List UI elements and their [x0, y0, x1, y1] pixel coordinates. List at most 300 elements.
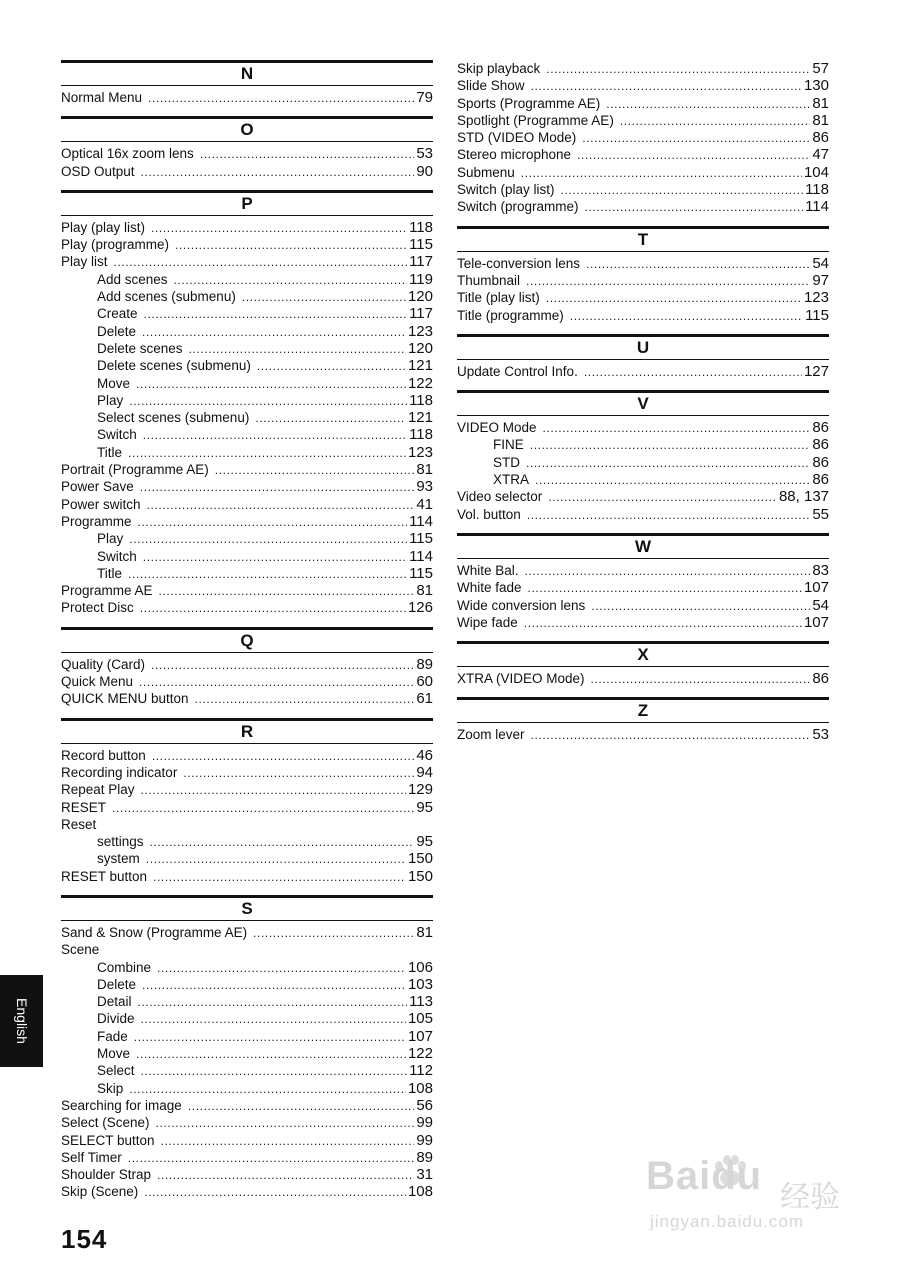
entry-label: Spotlight (Programme AE)	[457, 112, 614, 128]
index-entry	[457, 670, 829, 687]
section-letter: R	[61, 718, 433, 744]
dot-leader	[548, 489, 777, 506]
entry-page-ref: 104	[803, 163, 829, 181]
entry-label: Thumbnail	[457, 272, 521, 288]
entry-page-ref: 126	[407, 599, 433, 617]
entry-page-ref: 53	[416, 145, 433, 163]
entry-label: system	[97, 851, 140, 867]
entry-label: Power Save	[61, 479, 134, 495]
index-subentry	[61, 392, 433, 409]
entry-label: Wipe fade	[457, 614, 518, 630]
entry-page-ref: 114	[409, 512, 433, 530]
dot-leader	[585, 199, 804, 216]
dot-leader	[134, 1029, 406, 1046]
index-entry	[61, 656, 433, 673]
index-subentry	[61, 548, 433, 565]
entry-label: Play (play list)	[61, 219, 146, 235]
index-entry	[457, 112, 829, 129]
entry-label: Delete	[97, 323, 137, 339]
entry-page-ref: 93	[416, 478, 433, 496]
dot-leader	[530, 437, 811, 454]
entry-label: Record button	[61, 747, 146, 763]
index-section-t	[457, 226, 829, 324]
section-letter: V	[457, 390, 829, 416]
entry-label: Play	[97, 392, 124, 408]
index-subentry	[457, 454, 829, 471]
index-section-v	[457, 390, 829, 523]
index-entry	[61, 89, 433, 106]
entry-page-ref: 89	[416, 655, 433, 673]
index-subentry	[61, 1010, 433, 1027]
dot-leader	[138, 514, 408, 531]
dot-leader	[582, 130, 810, 147]
entry-page-ref: 99	[416, 1131, 433, 1149]
index-column-right	[457, 60, 829, 754]
entry-page-ref: 114	[409, 547, 433, 565]
entry-label: Sand & Snow (Programme AE)	[61, 924, 248, 940]
dot-leader	[141, 164, 415, 181]
entry-page-ref: 118	[409, 426, 433, 444]
dot-leader	[253, 925, 414, 942]
index-entry	[457, 597, 829, 614]
entry-label: Portrait (Programme AE)	[61, 462, 209, 478]
index-subentry	[61, 271, 433, 288]
entry-label: Add scenes (submenu)	[97, 289, 236, 305]
watermark-logo: Baidu	[646, 1154, 763, 1198]
entry-page-ref: 46	[416, 746, 433, 764]
entry-page-ref: 150	[407, 850, 433, 868]
dot-leader	[114, 254, 408, 271]
index-entry	[457, 726, 829, 743]
dot-leader	[150, 834, 415, 851]
entry-page-ref: 121	[407, 409, 433, 427]
entry-page-ref: 41	[416, 495, 433, 513]
entry-label: Switch (play list)	[457, 182, 555, 198]
index-entry	[61, 941, 433, 958]
dot-leader	[255, 410, 406, 427]
dot-leader	[531, 727, 811, 744]
index-entry	[457, 164, 829, 181]
entry-page-ref: 115	[409, 564, 433, 582]
dot-leader	[144, 1184, 406, 1201]
index-subentry	[61, 1080, 433, 1097]
entry-page-ref: 86	[812, 436, 829, 454]
dot-leader	[142, 977, 406, 994]
entry-page-ref: 150	[407, 867, 433, 885]
entry-label: Delete scenes	[97, 340, 183, 356]
index-entry	[61, 781, 433, 798]
dot-leader	[242, 289, 406, 306]
index-section-p	[61, 190, 433, 617]
index-entry	[457, 146, 829, 163]
index-entry	[457, 60, 829, 77]
entry-label: Skip playback	[457, 61, 541, 76]
dot-leader	[174, 272, 408, 289]
index-subentry	[61, 288, 433, 305]
index-subentry	[61, 565, 433, 582]
index-entry	[61, 461, 433, 478]
entry-page-ref: 54	[812, 596, 829, 614]
dot-leader	[620, 113, 811, 130]
section-letter: N	[61, 60, 433, 86]
entry-label: Fade	[97, 1028, 128, 1044]
dot-leader	[586, 256, 810, 273]
dot-leader	[112, 800, 414, 817]
dot-leader	[524, 615, 802, 632]
index-entry	[61, 924, 433, 941]
index-entry	[61, 582, 433, 599]
entry-page-ref: 117	[409, 305, 433, 323]
entry-label: Delete	[97, 976, 137, 992]
dot-leader	[152, 748, 415, 765]
entry-page-ref: 56	[416, 1096, 433, 1114]
entry-label: Tele-conversion lens	[457, 255, 581, 271]
index-entry	[61, 1132, 433, 1149]
entry-page-ref: 119	[409, 270, 433, 288]
entry-label: Create	[97, 306, 138, 322]
entry-label: Detail	[97, 994, 132, 1010]
index-subentry	[457, 471, 829, 488]
entry-page-ref: 107	[803, 613, 829, 631]
entry-page-ref: 89	[416, 1148, 433, 1166]
dot-leader	[139, 674, 414, 691]
watermark-cn: 经验	[780, 1181, 840, 1214]
dot-leader	[257, 358, 406, 375]
index-entry	[457, 363, 829, 380]
index-subentry	[61, 1062, 433, 1079]
dot-leader	[140, 479, 415, 496]
language-side-tab	[0, 975, 43, 1067]
index-subentry	[61, 1045, 433, 1062]
entry-page-ref: 123	[803, 289, 829, 307]
entry-page-ref: 130	[803, 77, 829, 95]
entry-page-ref: 108	[407, 1183, 433, 1201]
entry-label: Wide conversion lens	[457, 597, 586, 613]
section-letter: P	[61, 190, 433, 216]
index-subentry	[61, 850, 433, 867]
index-subentry	[61, 959, 433, 976]
entry-page-ref: 81	[416, 461, 433, 479]
entry-page-ref: 118	[409, 218, 433, 236]
dot-leader	[546, 290, 802, 307]
entry-page-ref: 54	[812, 254, 829, 272]
dot-leader	[157, 960, 406, 977]
entry-page-ref: 81	[812, 111, 829, 129]
entry-label: Select (Scene)	[61, 1115, 150, 1131]
entry-page-ref: 115	[409, 236, 433, 254]
entry-label: Move	[97, 1046, 131, 1062]
entry-page-ref: 94	[416, 763, 433, 781]
entry-label: Play (programme)	[61, 237, 170, 253]
index-section-r	[61, 718, 433, 885]
entry-label: Shoulder Strap	[61, 1167, 152, 1183]
dot-leader	[151, 220, 407, 237]
dot-leader	[183, 765, 414, 782]
entry-page-ref: 114	[805, 198, 829, 216]
index-entry	[61, 1114, 433, 1131]
dot-leader	[561, 182, 804, 199]
dot-leader	[138, 994, 408, 1011]
entry-page-ref: 81	[416, 582, 433, 600]
entry-page-ref: 123	[407, 443, 433, 461]
index-entry	[61, 219, 433, 236]
index-entry	[61, 1183, 433, 1200]
dot-leader	[521, 165, 802, 182]
entry-page-ref: 106	[407, 958, 433, 976]
entry-page-ref: 105	[407, 1010, 433, 1028]
entry-page-ref: 79	[416, 89, 433, 106]
entry-label: Title	[97, 565, 123, 581]
index-entry	[457, 562, 829, 579]
dot-leader	[153, 869, 406, 886]
entry-page-ref: 55	[812, 505, 829, 523]
entry-label: Recording indicator	[61, 764, 178, 780]
entry-label: Optical 16x zoom lens	[61, 146, 194, 162]
index-section-q	[61, 627, 433, 708]
entry-label: Repeat Play	[61, 782, 135, 798]
index-entry	[457, 95, 829, 112]
entry-page-ref: 86	[812, 453, 829, 471]
index-entry	[457, 272, 829, 289]
dot-leader	[129, 393, 407, 410]
entry-label: Zoom lever	[457, 727, 525, 743]
page-number: 154	[61, 1224, 108, 1254]
index-entry	[457, 307, 829, 324]
dot-leader	[528, 580, 802, 597]
index-subentry	[61, 375, 433, 392]
entry-label: OSD Output	[61, 163, 135, 179]
section-letter: Q	[61, 627, 433, 653]
dot-leader	[570, 308, 803, 325]
entry-label: Quality (Card)	[61, 656, 146, 672]
index-section-z	[457, 697, 829, 743]
index-entry	[457, 181, 829, 198]
entry-label: Protect Disc	[61, 600, 134, 616]
section-letter: X	[457, 641, 829, 667]
entry-label: Normal Menu	[61, 90, 143, 105]
index-entry	[61, 799, 433, 816]
index-section-u	[457, 334, 829, 380]
entry-label: Delete scenes (submenu)	[97, 358, 251, 374]
entry-page-ref: 127	[803, 362, 829, 380]
dot-leader	[148, 90, 414, 107]
entry-label: Divide	[97, 1011, 135, 1027]
dot-leader	[591, 598, 810, 615]
entry-label: Title	[97, 444, 123, 460]
entry-page-ref: 88, 137	[778, 488, 829, 506]
index-entry	[61, 747, 433, 764]
index-subentry	[61, 323, 433, 340]
dot-leader	[577, 147, 810, 164]
index-section-x	[457, 641, 829, 687]
entry-label: Play	[97, 531, 124, 547]
entry-page-ref: 107	[407, 1027, 433, 1045]
dot-leader	[136, 376, 406, 393]
entry-page-ref: 61	[416, 690, 433, 708]
dot-leader	[159, 583, 415, 600]
dot-leader	[527, 507, 811, 524]
index-entry	[61, 163, 433, 180]
entry-label: QUICK MENU button	[61, 691, 189, 707]
entry-label: RESET	[61, 799, 107, 815]
dot-leader	[140, 600, 406, 617]
dot-leader	[195, 691, 415, 708]
section-letter: U	[457, 334, 829, 360]
index-entry	[61, 599, 433, 616]
entry-label: settings	[97, 834, 144, 850]
entry-label: RESET button	[61, 868, 148, 884]
dot-leader	[146, 851, 406, 868]
dot-leader	[144, 306, 408, 323]
entry-page-ref: 118	[805, 181, 829, 199]
dot-leader	[141, 1011, 406, 1028]
entry-page-ref: 60	[416, 673, 433, 691]
entry-label: STD (VIDEO Mode)	[457, 130, 577, 146]
entry-page-ref: 117	[409, 253, 433, 271]
entry-page-ref: 122	[407, 374, 433, 392]
watermark	[640, 1150, 870, 1250]
index-entry	[61, 513, 433, 530]
dot-leader	[141, 782, 406, 799]
entry-page-ref: 86	[812, 129, 829, 147]
entry-page-ref: 95	[416, 833, 433, 851]
entry-label: Move	[97, 375, 131, 391]
index-section-s	[61, 895, 433, 1201]
index-subentry	[61, 993, 433, 1010]
index-entry	[457, 129, 829, 146]
dot-leader	[142, 324, 406, 341]
entry-page-ref: 81	[812, 94, 829, 112]
entry-label: STD	[493, 454, 520, 470]
dot-leader	[157, 1167, 414, 1184]
entry-label: Switch	[97, 427, 137, 443]
entry-page-ref: 121	[407, 357, 433, 375]
entry-label: White fade	[457, 580, 522, 596]
dot-leader	[128, 566, 407, 583]
index-entry	[457, 77, 829, 94]
index-entry	[457, 289, 829, 306]
index-subentry	[61, 426, 433, 443]
entry-page-ref: 97	[812, 271, 829, 289]
entry-label: Sports (Programme AE)	[457, 95, 601, 111]
entry-label: Title (programme)	[457, 307, 564, 323]
index-entry	[457, 579, 829, 596]
entry-label: Searching for image	[61, 1097, 182, 1113]
entry-page-ref: 112	[409, 1062, 433, 1080]
index-entry	[61, 1097, 433, 1114]
watermark-url: jingyan.baidu.com	[650, 1212, 805, 1231]
entry-label: Update Control Info.	[457, 363, 578, 379]
index-entry	[61, 496, 433, 513]
dot-leader	[128, 1150, 415, 1167]
dot-leader	[526, 273, 810, 290]
dot-leader	[129, 531, 407, 548]
dot-leader	[175, 237, 407, 254]
entry-label: Reset	[61, 816, 97, 832]
entry-page-ref: 31	[416, 1166, 433, 1184]
section-letter: S	[61, 895, 433, 921]
index-entry	[457, 506, 829, 523]
entry-page-ref: 108	[407, 1079, 433, 1097]
entry-label: Skip (Scene)	[61, 1184, 139, 1200]
entry-label: Combine	[97, 959, 152, 975]
section-letter: W	[457, 533, 829, 559]
entry-page-ref: 120	[407, 288, 433, 306]
entry-label: Programme AE	[61, 583, 153, 599]
dot-leader	[200, 146, 415, 163]
entry-label: Switch	[97, 548, 137, 564]
index-subentry	[61, 357, 433, 374]
entry-label: VIDEO Mode	[457, 420, 537, 436]
index-section-continued	[457, 60, 829, 216]
dot-leader	[543, 420, 811, 437]
dot-leader	[143, 427, 407, 444]
entry-label: Quick Menu	[61, 674, 134, 690]
index-entry	[457, 198, 829, 215]
index-subentry	[61, 305, 433, 322]
index-entry	[61, 253, 433, 270]
section-letter: O	[61, 116, 433, 142]
index-entry	[61, 690, 433, 707]
entry-page-ref: 90	[416, 162, 433, 180]
entry-page-ref: 103	[407, 975, 433, 993]
entry-label: FINE	[493, 437, 524, 453]
entry-page-ref: 86	[812, 670, 829, 688]
index-entry	[457, 255, 829, 272]
dot-leader	[535, 472, 810, 489]
index-entry	[61, 145, 433, 162]
dot-leader	[129, 1081, 406, 1098]
index-entry	[457, 419, 829, 436]
dot-leader	[606, 96, 810, 113]
index-entry	[61, 1166, 433, 1183]
index-entry	[61, 764, 433, 781]
index-section-n	[61, 60, 433, 106]
dot-leader	[156, 1115, 415, 1132]
dot-leader	[591, 671, 811, 688]
index-entry	[61, 816, 433, 833]
entry-page-ref: 115	[409, 530, 433, 548]
entry-label: XTRA (VIDEO Mode)	[457, 671, 585, 687]
index-subentry	[61, 1028, 433, 1045]
entry-page-ref: 115	[805, 306, 829, 324]
language-label: English	[13, 998, 30, 1044]
index-section-o	[61, 116, 433, 180]
dot-leader	[151, 657, 414, 674]
index-entry	[61, 478, 433, 495]
index-entry	[457, 614, 829, 631]
dot-leader	[141, 1063, 408, 1080]
index-subentry	[457, 436, 829, 453]
section-letter: T	[457, 226, 829, 252]
index-subentry	[61, 340, 433, 357]
section-letter: Z	[457, 697, 829, 723]
entry-label: Select	[97, 1063, 135, 1079]
entry-label: Skip	[97, 1080, 124, 1096]
index-entry	[61, 868, 433, 885]
entry-label: Slide Show	[457, 78, 525, 94]
entry-label: Title (play list)	[457, 290, 540, 306]
index-subentry	[61, 530, 433, 547]
dot-leader	[531, 78, 802, 95]
index-entry	[61, 236, 433, 253]
entry-page-ref: 107	[803, 579, 829, 597]
entry-page-ref: 118	[409, 391, 433, 409]
entry-page-ref: 120	[407, 339, 433, 357]
entry-page-ref: 123	[407, 322, 433, 340]
entry-page-ref: 86	[812, 471, 829, 489]
dot-leader	[128, 445, 406, 462]
